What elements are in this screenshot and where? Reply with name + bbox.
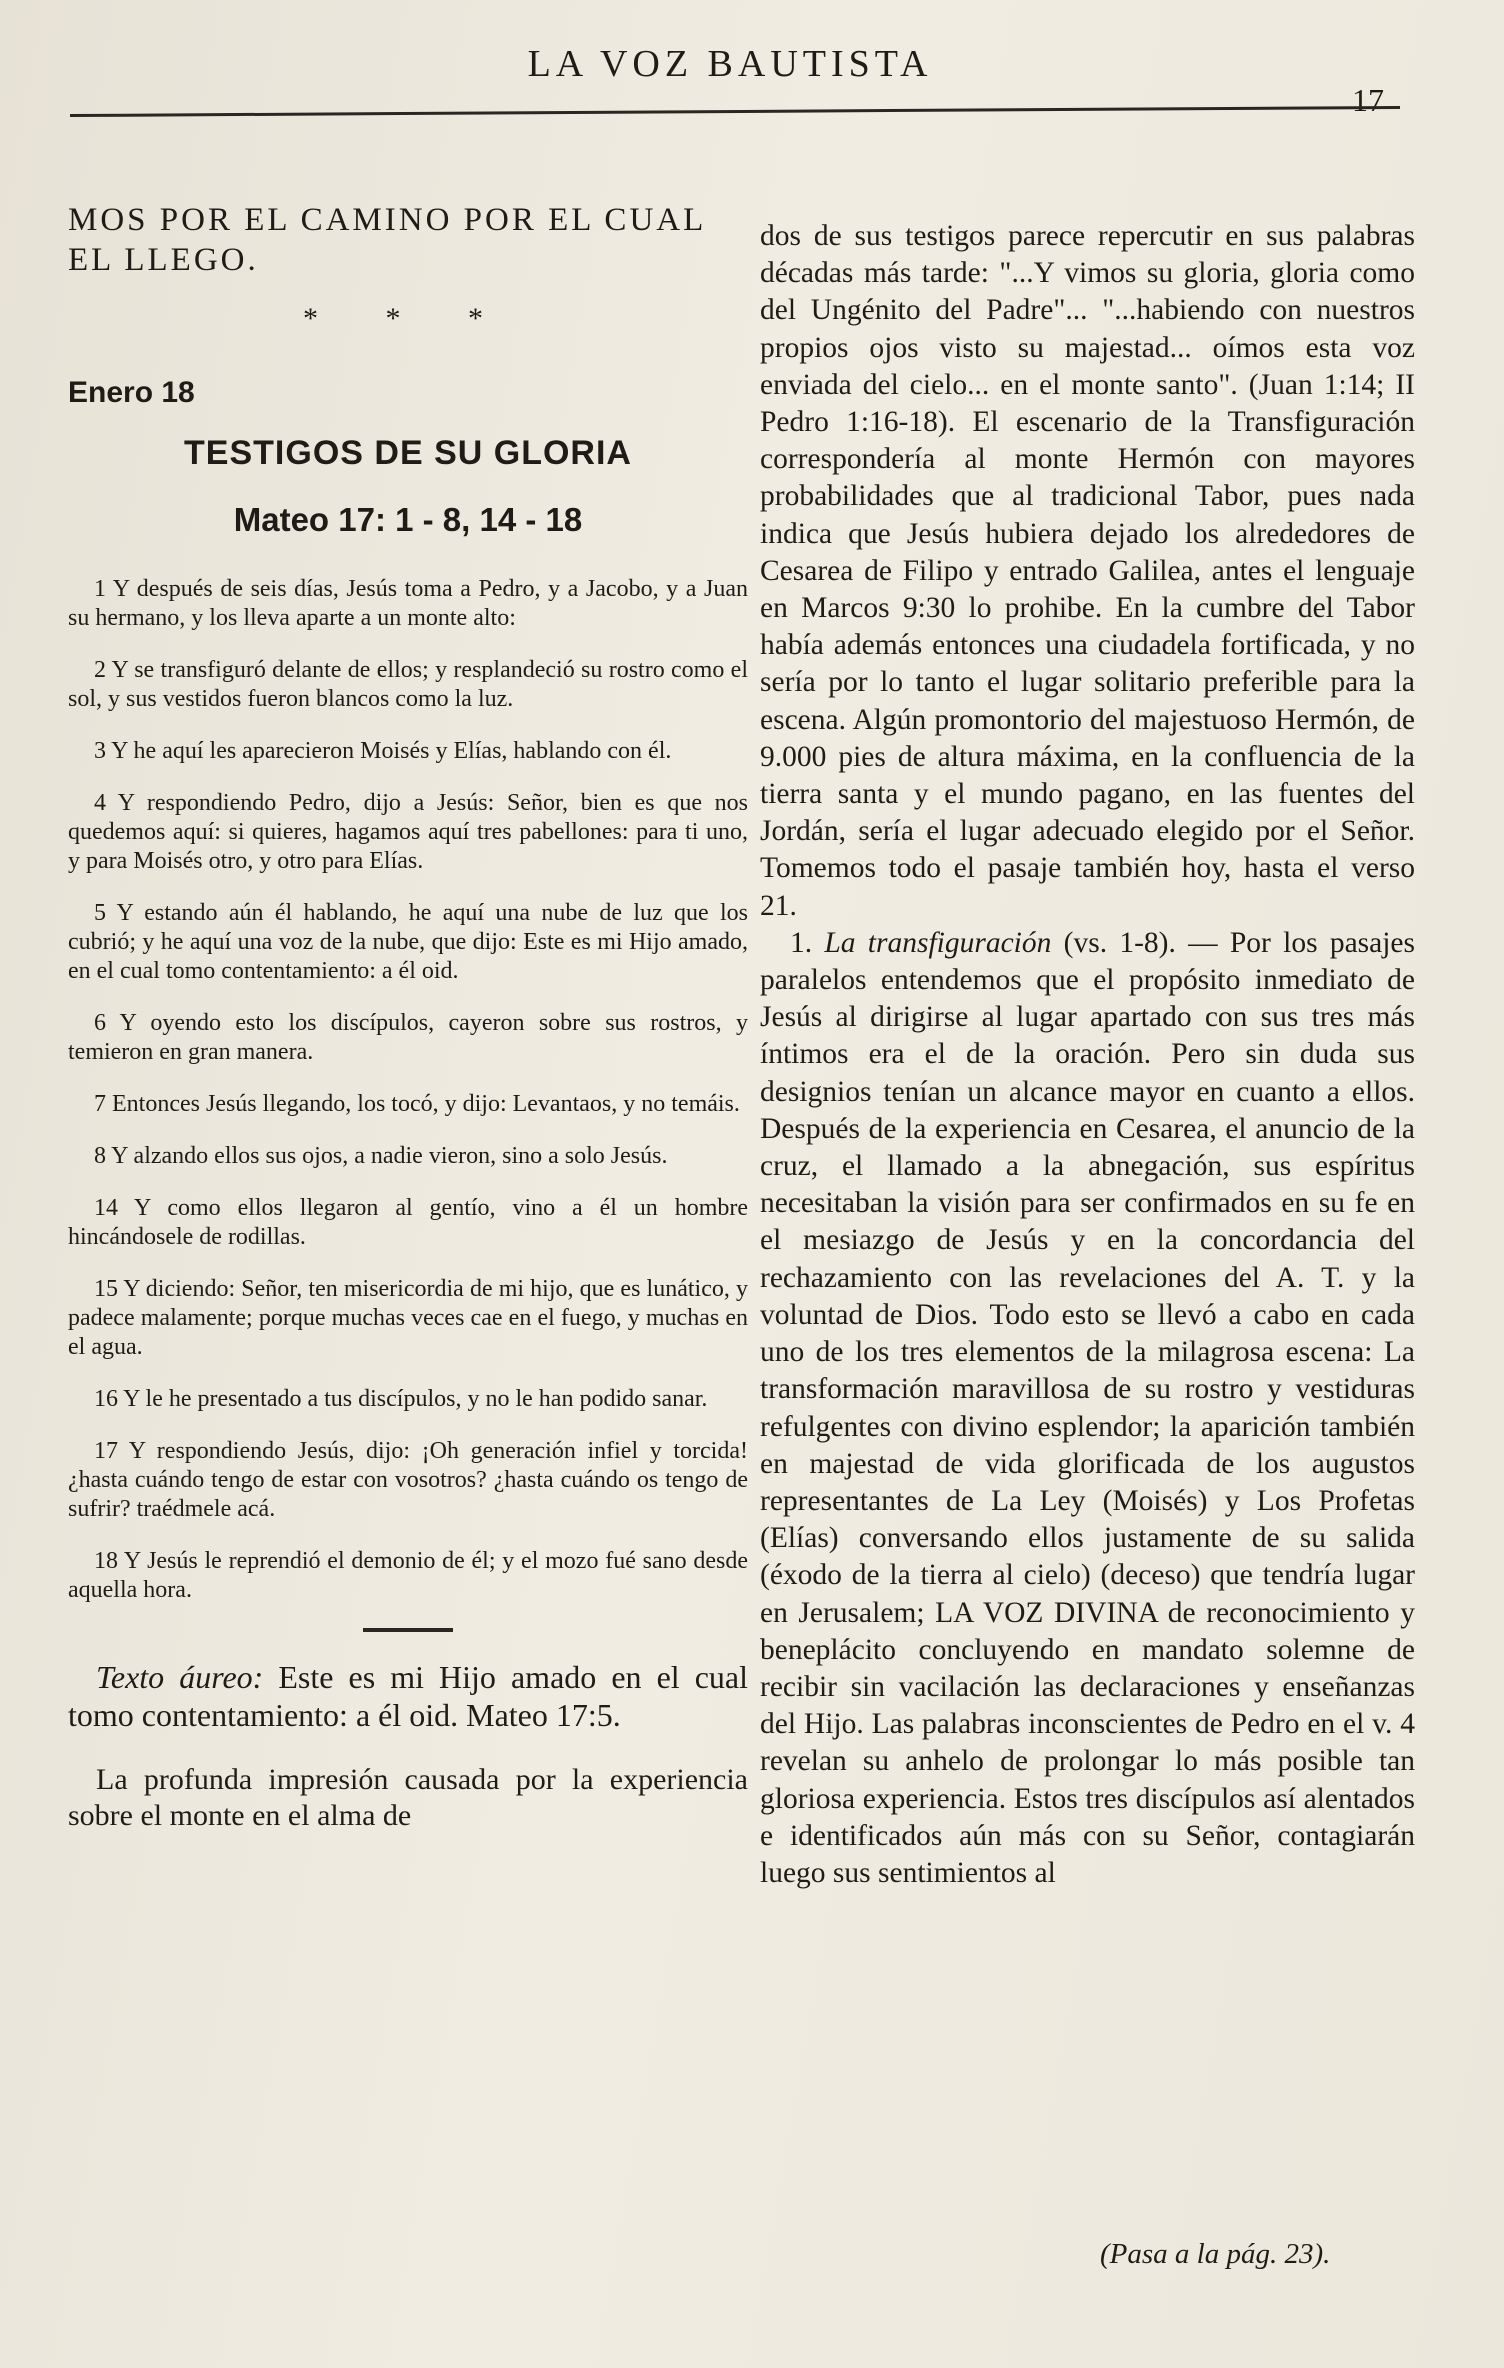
verse: 17 Y respondiendo Jesús, dijo: ¡Oh generación infiel y torcida! ¿hasta cuándo tengo de estar con vosotros? ¿hasta cuándo os tengo de sufrir? traédmele acá. (68, 1438, 748, 1522)
golden-text-label: Texto áureo: (96, 1659, 264, 1695)
header-rule (70, 106, 1400, 117)
lesson-title: TESTIGOS DE SU GLORIA (184, 434, 632, 472)
golden-text-body: Este es mi Hijo amado en el cual tomo contentamiento: a él oid. Mateo 17:5. (68, 1659, 749, 1733)
scripture-reference: Mateo 17: 1 - 8, 14 - 18 (233, 501, 583, 538)
section-title: La transfiguración (824, 926, 1052, 959)
carryover-text: MOS POR EL CAMINO POR EL CUAL EL LLEGO. (68, 202, 706, 278)
verse: 5 Y estando aún él hablando, he aquí una nube de luz que los cubrió; y he aquí una voz de la nube, que dijo: Este es mi Hijo amado, en el cual tomo contentamiento: a él oid. (68, 900, 748, 984)
verse: 4 Y respondiendo Pedro, dijo a Jesús: Señor, bien es que nos quedemos aquí: si quieres, hagamos aquí tres pabellones: para ti uno, y para Moisés otro, y otro para Elías. (68, 790, 748, 874)
running-header: LA VOZ BAUTISTA (527, 43, 933, 85)
page-number: 17 (1352, 82, 1384, 118)
verse: 1 Y después de seis días, Jesús toma a Pedro, y a Jacobo, y a Juan su hermano, y los lleva aparte a un monte alto: (68, 576, 748, 631)
golden-text (68, 1658, 748, 1734)
verse: 18 Y Jesús le reprendió el demonio de él; y el mozo fué sano desde aquella hora. (68, 1548, 748, 1603)
verse: 8 Y alzando ellos sus ojos, a nadie vieron, sino a solo Jesús. (94, 1143, 668, 1169)
verse: 6 Y oyendo esto los discípulos, cayeron sobre sus rostros, y temieron en gran manera. (68, 1010, 748, 1065)
lesson-date: Enero 18 (68, 376, 195, 409)
divider-rule (363, 1628, 453, 1632)
verse: 2 Y se transfiguró delante de ellos; y resplandeció su rostro como el sol, y sus vestidos fueron blancos como la luz. (68, 657, 748, 712)
verse: 15 Y diciendo: Señor, ten misericordia de mi hijo, que es lunático, y padece malamente; porque muchas veces cae en el fuego, y muchas en el agua. (68, 1276, 748, 1360)
section-separator-stars: * * * (303, 302, 513, 335)
verse: 3 Y he aquí les aparecieron Moisés y Elías, hablando con él. (94, 738, 672, 764)
section-number: 1. (790, 926, 813, 959)
commentary-paragraph: dos de sus testigos parece repercutir en sus palabras décadas más tarde: "...Y vimos su gloria, gloria como del Ungénito del Padre"... "...habiendo con nuestros propios ojos visto su majestad... oímos esta voz enviada del cielo... en el monte santo". (Juan 1:14; II Pedro 1:16-18). El escenario de la Transfiguración correspondería al monte Hermón con mayores probabilidades que al tradicional Tabor, pues nada indica que Jesús hubiera dejado los alrededores de Cesarea de Filipo y entrado Galilea, antes el lenguaje en Marcos 9:30 lo prohibe. En la cumbre del Tabor había además entonces una ciudadela fortificada, y no sería por lo tanto el lugar solitario preferible para la escena. Algún promontorio del majestuoso Hermón, de 9.000 pies de altura máxima, en la confluencia de la tierra santa y el mundo pagano, en las fuentes del Jordán, sería el lugar adecuado elegido por el Señor. Tomemos todo el pasaje también hoy, hasta el verso 21. (760, 220, 1415, 922)
continued-note: (Pasa a la pág. 23). (1100, 2238, 1331, 2270)
verse: 16 Y le he presentado a tus discípulos, y no le han podido sanar. (94, 1386, 708, 1412)
left-column (68, 200, 748, 1834)
commentary-intro: La profunda impresión causada por la experiencia sobre el monte en el alma de (68, 1763, 748, 1832)
right-column (760, 218, 1415, 1892)
verse: 14 Y como ellos llegaron al gentío, vino a él un hombre hincándosele de rodillas. (68, 1195, 748, 1250)
verse: 7 Entonces Jesús llegando, los tocó, y dijo: Levantaos, y no temáis. (94, 1091, 740, 1117)
section-body: (vs. 1-8). — Por los pasajes paralelos entendemos que el propósito inmediato de Jesús al dirigirse al lugar apartado con sus tres más íntimos era el de la oración. Pero sin duda sus designios tenían un alcance mayor en cuanto a ellos. Después de la experiencia en Cesarea, el anuncio de la cruz, el llamado a la abnegación, sus espíritus necesitaban la visión para ser confirmados en su fe en el mesiazgo de Jesús y en la concordancia del rechazamiento con las revelaciones del A. T. y la voluntad de Dios. Todo esto se llevó a cabo en cada uno de los tres elementos de la milagrosa escena: La transformación maravillosa de su rostro y vestiduras refulgentes con divino esplendor; la aparición también en majestad de vida glorificada de los augustos representantes de La Ley (Moisés) y Los Profetas (Elías) conversando ellos justamente de su salida (éxodo de la tierra al cielo) (deceso) que tendría lugar en Jerusalem; LA VOZ DIVINA de reconocimiento y beneplácito concluyendo en mandato solemne de recibir sin vacilación las declaraciones y enseñanzas del Hijo. Las palabras inconscientes de Pedro en el v. 4 revelan su anhelo de prolongar lo más posible tan gloriosa experiencia. Estos tres discípulos así alentados e identificados aún más con su Señor, contagiarán luego sus sentimientos al (760, 926, 1416, 1889)
commentary-section (760, 925, 1415, 1892)
